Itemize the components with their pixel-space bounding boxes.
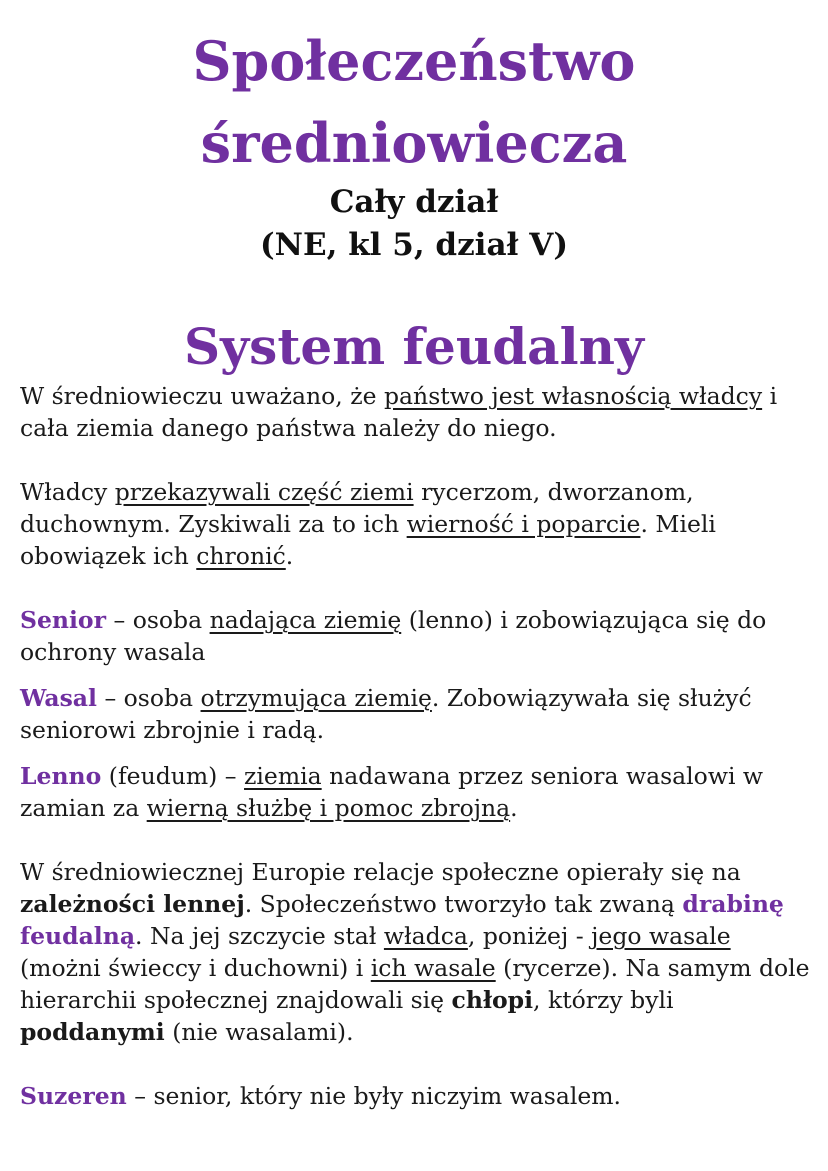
underlined-text: nadająca ziemię xyxy=(209,606,402,634)
text: . Zobowiązywała się służyć seniorowi zbrojnie i radą. xyxy=(20,684,752,744)
text: W średniowieczu uważano, że xyxy=(20,382,384,410)
text: , poniżej - xyxy=(467,922,592,950)
text: (możni świeccy i duchowni) i xyxy=(20,954,371,982)
text: – senior, który nie byłу niczyim wasalem. xyxy=(126,1082,622,1110)
term-lenno: Lenno xyxy=(20,762,102,790)
page-title-line2: średniowiecza xyxy=(200,111,628,175)
paragraph-ownership xyxy=(20,380,810,444)
page-title-line1: Społeczeństwo xyxy=(192,29,636,93)
text: (feudum) – xyxy=(101,762,245,790)
text: . xyxy=(510,794,518,822)
text: i cała ziemia danego państwa należy do niego. xyxy=(20,382,778,442)
text: – osoba xyxy=(106,606,210,634)
document-body xyxy=(20,380,810,1112)
term-senior: Senior xyxy=(20,606,106,634)
definition-wasal xyxy=(20,682,810,746)
underlined-text: jego wasale xyxy=(591,922,731,950)
underlined-text: państwo jest własnością władcy xyxy=(384,382,763,410)
bold-text: zależności lennej xyxy=(20,890,245,918)
text: . Na jej szczycie stał xyxy=(135,922,384,950)
text: (nie wasalami). xyxy=(164,1018,354,1046)
underlined-text: chronić xyxy=(196,542,286,570)
section-title: System feudalny xyxy=(184,317,644,376)
text: nadawana przez seniora wasalowi w zamian za xyxy=(20,762,764,822)
underlined-text: wierność i poparcie xyxy=(406,510,641,538)
bold-text: chłopi xyxy=(451,986,534,1014)
term-suzeren: Suzeren xyxy=(20,1082,127,1110)
page-subtitle-line2: (NE, kl 5, dział V) xyxy=(259,227,568,263)
definition-lenno xyxy=(20,760,810,824)
underlined-text: wierną służbę i pomoc zbrojną xyxy=(146,794,511,822)
underlined-text: władca xyxy=(383,922,468,950)
text: Władcy xyxy=(20,478,115,506)
text: rycerzom, dworzanom, duchownym. Zyskiwali za to ich xyxy=(20,478,694,538)
text: . xyxy=(285,542,294,570)
text: – osoba xyxy=(96,684,201,712)
definition-suzeren xyxy=(20,1080,810,1112)
text: , którzy byli xyxy=(533,986,674,1014)
underlined-text: ich wasale xyxy=(370,954,496,982)
term-feudal-ladder: drabinę feudalną xyxy=(20,890,784,950)
text: W średniowiecznej Europie relacje społeczne opierały się na xyxy=(20,858,741,886)
underlined-text: ziemia xyxy=(244,762,322,790)
text: . Społeczeństwo tworzyło tak zwaną xyxy=(244,890,683,918)
definition-senior xyxy=(20,604,810,668)
term-wasal: Wasal xyxy=(20,684,97,712)
page-subtitle-line1: Cały dział xyxy=(329,184,499,220)
paragraph-feudal-ladder xyxy=(20,856,810,1048)
text: (rycerze). Na samym dole hierarchii społecznej znajdowali się xyxy=(20,954,810,1014)
paragraph-rulers xyxy=(20,476,810,572)
bold-text: poddanymi xyxy=(20,1018,165,1046)
text: . Mieli obowiązek ich xyxy=(20,510,716,570)
underlined-text: przekazywali część ziemi xyxy=(114,478,414,506)
underlined-text: otrzymująca ziemię xyxy=(200,684,432,712)
text: (lenno) i zobowiązująca się do ochrony wasala xyxy=(20,606,767,666)
